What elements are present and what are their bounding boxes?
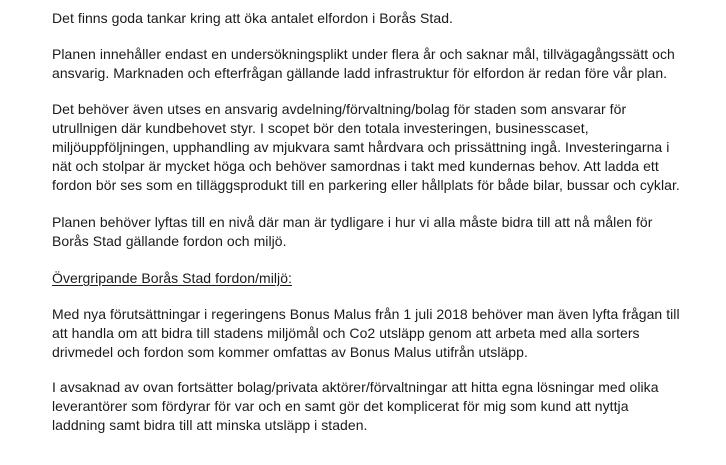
text-line: miljöuppföljningen, upphandling av mjukvara samt hårdvara och prissättning ingå. Investeringarna i	[52, 139, 670, 155]
text-line: att handla om att bidra till stadens miljömål och Co2 utsläpp genom att arbeta med alla sorters	[52, 325, 640, 341]
text-line: leverantörer som fördyrar för var och en samt gör det komplicerat för mig som kund att nyttja	[52, 398, 629, 414]
text-line: Borås Stad gällande fordon och miljö.	[52, 233, 287, 249]
text-line: Det behöver även utses en ansvarig avdelning/förvaltning/bolag för staden som ansvarar för	[52, 101, 627, 117]
text-line: Med nya förutsättningar i regeringens Bonus Malus från 1 juli 2018 behöver man även lyfta frågan till	[52, 306, 680, 322]
text-line: Planen behöver lyftas till en nivå där man är tydligare i hur vi alla måste bidra till att nå målen för	[52, 214, 653, 230]
text-line: Det finns goda tankar kring att öka antalet elfordon i Borås Stad.	[52, 10, 453, 26]
text-line: utrullnigen där kundbehovet styr. I scopet bör den totala investeringen, businesscaset,	[52, 120, 589, 136]
text-line: drivmedel och fordon som kommer omfattas av Bonus Malus utifrån utsläpp.	[52, 344, 528, 360]
text-line: I avsaknad av ovan fortsätter bolag/privata aktörer/förvaltningar att hitta egna lösningar med olika	[52, 379, 659, 395]
text-line: laddning samt bidra till att minska utsläpp i staden.	[52, 417, 368, 433]
text-line: fordon bör ses som en tilläggsprodukt till en parkering eller hållplats för både bilar, bussar och cyklar.	[52, 177, 680, 193]
text-line: ansvarig. Marknaden och efterfrågan gällande ladd infrastruktur för elfordon är redan före vår plan.	[52, 65, 668, 81]
section-heading: Övergripande Borås Stad fordon/miljö:	[52, 270, 292, 286]
text-line: Planen innehåller endast en undersökningsplikt under flera år och saknar mål, tillvägagångssätt och	[52, 46, 675, 62]
text-line: nät och stolpar är mycket höga och behöver samordnas i takt med kundernas behov. Att ladda ett	[52, 158, 659, 174]
